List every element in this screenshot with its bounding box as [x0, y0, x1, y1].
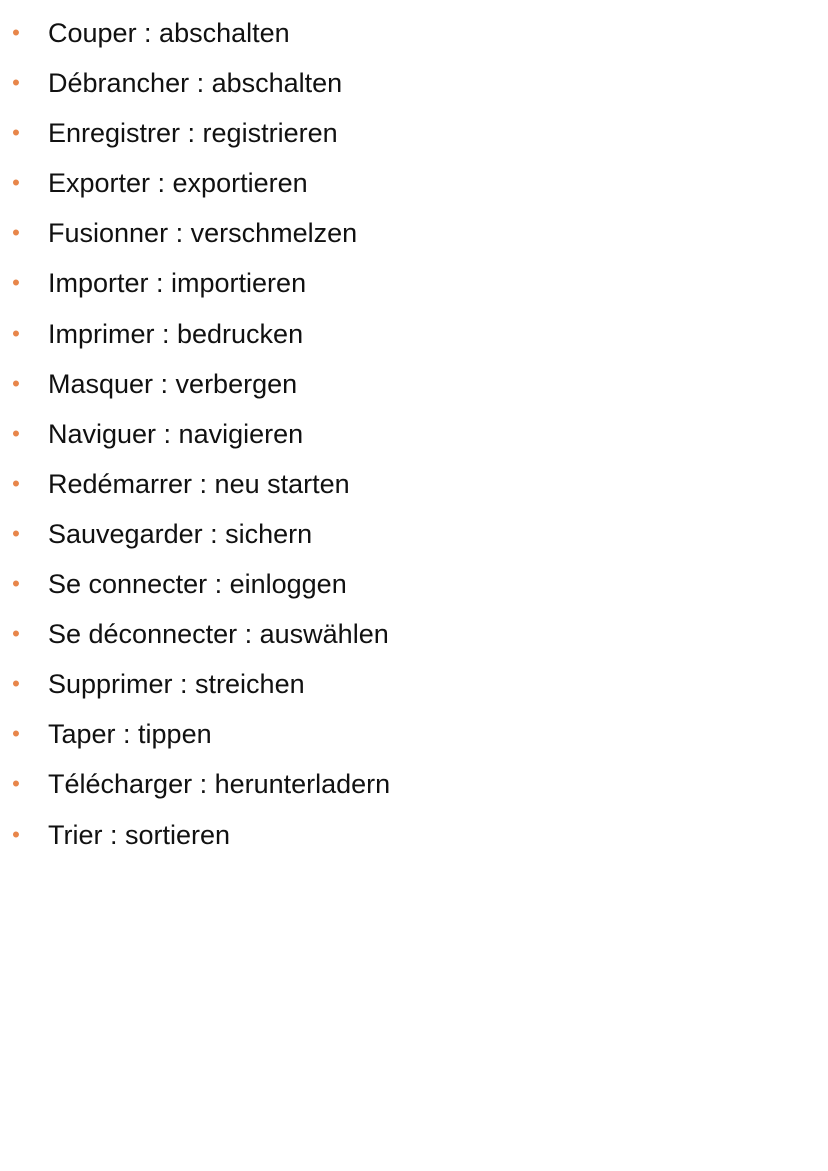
list-item — [0, 561, 828, 611]
list-item-text: Masquer : verbergen — [48, 368, 298, 399]
list-item-text: Enregistrer : registrieren — [48, 118, 338, 149]
list-item-text: Se connecter : einloggen — [48, 569, 347, 600]
list-item-text: Naviguer : navigieren — [48, 418, 304, 449]
list-item — [0, 311, 828, 361]
list-item — [0, 10, 828, 60]
bullet-icon: • — [12, 671, 20, 697]
bullet-icon: • — [12, 370, 20, 396]
bullet-icon: • — [12, 621, 20, 647]
list-item — [0, 361, 828, 411]
bullet-icon: • — [12, 220, 20, 246]
list-item — [0, 611, 828, 661]
list-item — [0, 210, 828, 260]
list-item-text: Supprimer : streichen — [48, 669, 305, 700]
bullet-icon: • — [12, 420, 20, 446]
list-item-text: Trier : sortieren — [48, 819, 231, 850]
bullet-icon: • — [12, 821, 20, 847]
list-item — [0, 411, 828, 461]
list-item-text: Redémarrer : neu starten — [48, 468, 350, 499]
list-item-text: Débrancher : abschalten — [48, 68, 343, 99]
list-item-text: Importer : importieren — [48, 268, 307, 299]
list-item-text: Fusionner : verschmelzen — [48, 218, 358, 249]
list-item — [0, 711, 828, 761]
bullet-icon: • — [12, 320, 20, 346]
list-item-text: Exporter : exportieren — [48, 168, 308, 199]
bullet-icon: • — [12, 771, 20, 797]
bullet-icon: • — [12, 270, 20, 296]
list-item — [0, 461, 828, 511]
bullet-icon: • — [12, 520, 20, 546]
list-item — [0, 661, 828, 711]
list-item — [0, 761, 828, 811]
bullet-icon: • — [12, 20, 20, 45]
bullet-icon: • — [12, 170, 20, 196]
list-item — [0, 60, 828, 110]
list-item — [0, 511, 828, 561]
bullet-icon: • — [12, 721, 20, 747]
bullet-icon: • — [12, 70, 20, 96]
list-item-text: Sauvegarder : sichern — [48, 518, 313, 549]
list-item-text: Couper : abschalten — [48, 18, 290, 48]
vocabulary-list — [0, 10, 828, 862]
bullet-icon: • — [12, 120, 20, 146]
list-item — [0, 160, 828, 210]
list-item — [0, 110, 828, 160]
list-item-text: Se déconnecter : auswählen — [48, 619, 389, 650]
bullet-icon: • — [12, 571, 20, 597]
list-item — [0, 260, 828, 310]
list-item-text: Imprimer : bedrucken — [48, 318, 304, 349]
list-item-text: Taper : tippen — [48, 719, 212, 750]
bullet-icon: • — [12, 470, 20, 496]
list-item-text: Télécharger : herunterladern — [48, 769, 391, 800]
list-item — [0, 812, 828, 862]
